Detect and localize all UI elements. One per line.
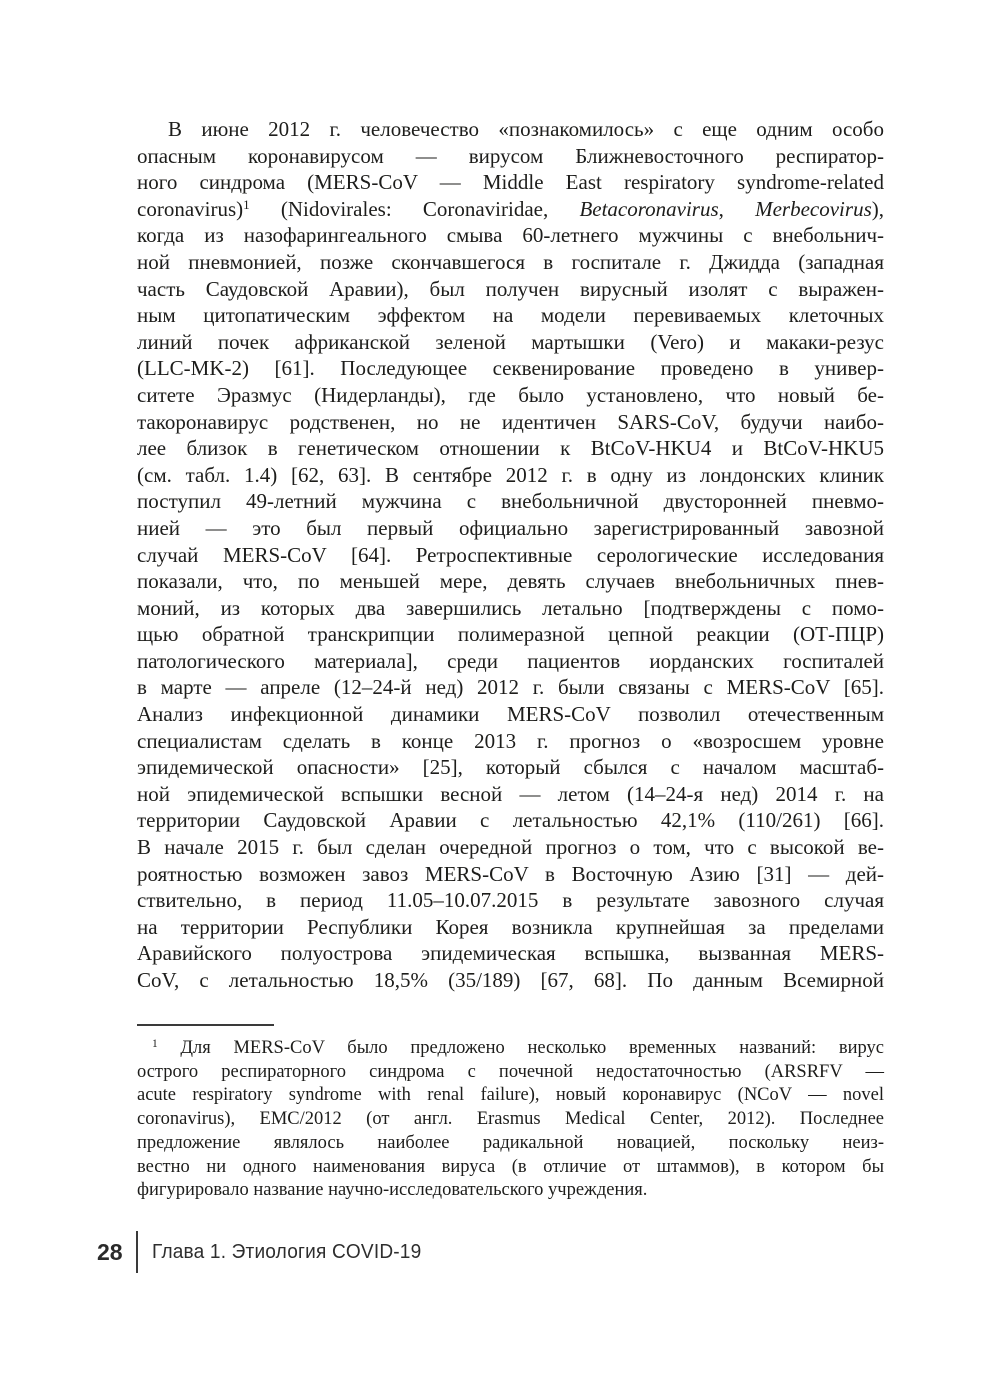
- body-text-line: ным цитопатическим эффектом на модели перевиваемых клеточных: [137, 303, 884, 328]
- body-text-line: специалистам сделать в конце 2013 г. прогноз о «возросшем уровне: [137, 728, 884, 753]
- italic-taxon-name: Betacoronavirus: [579, 196, 719, 221]
- footnote-reference-marker: 1: [152, 1037, 158, 1050]
- body-text-line: показали, что, по меньшей мере, девять случаев внебольничных пнев-: [137, 569, 884, 594]
- body-text-line: линий почек африканской зеленой мартышки (Vero) и макаки-резус: [137, 329, 884, 354]
- body-text-line: ной эпидемической вспышки весной — летом (14–24-я нед) 2014 г. на: [137, 781, 884, 806]
- chapter-title: Глава 1. Этиология COVID-19: [151, 1240, 421, 1263]
- footnote: [137, 1037, 884, 1203]
- page-number: 28: [97, 1238, 123, 1265]
- footnote-line: острого респираторного синдрома с почечной недостаточностью (ARSRFV —: [137, 1061, 884, 1082]
- body-text-line: моний, из которых два завершились летально [подтверждены с помо-: [137, 595, 884, 620]
- footnote-reference-marker: 1: [243, 196, 250, 212]
- body-text-line: когда из назофарингеального смыва 60-летнего мужчины с внебольнич-: [137, 223, 884, 248]
- body-paragraph: [137, 116, 884, 994]
- footer-divider: [136, 1231, 138, 1273]
- body-text-line: (см. табл. 1.4) [62, 63]. В сентябре 2012 г. в одну из лондонских клиник: [137, 462, 884, 487]
- body-text-line: В июне 2012 г. человечество «познакомилось» с еще одним особо: [168, 117, 884, 141]
- body-text-line: coronavirus)$^1$ (Nidovirales: Coronaviridae, Betacoronavirus, Merbecovirus),: [137, 196, 884, 221]
- body-text-line: часть Саудовской Аравии), был получен вирусный изолят с выражен-: [137, 276, 884, 301]
- body-text-line: в марте — апреле (12–24-й нед) 2012 г. были связаны с MERS-CoV [65].: [137, 675, 884, 700]
- body-text-line: патологического материала], среди пациентов иорданских госпиталей: [137, 648, 884, 673]
- footnote-line: вестно ни одного наименования вируса (в отличие от штаммов), в котором бы: [137, 1156, 884, 1177]
- body-text-line: ситете Эразмус (Нидерланды), где было установлено, что новый бе-: [137, 382, 884, 407]
- italic-taxon-name: Merbecovirus: [755, 196, 872, 221]
- body-text-line: такоронавирус родственен, но не идентичен SARS-CoV, будучи наибо-: [137, 409, 884, 434]
- body-text-line: нией — это был первый официально зарегистрированный завозной: [137, 515, 884, 540]
- footnote-line: acute respiratory syndrome with renal failure), новый коронавирус (NCoV — novel: [137, 1085, 884, 1106]
- body-text-line: В начале 2015 г. был сделан очередной прогноз о том, что с высокой ве-: [137, 835, 884, 860]
- body-text-line: (LLC-MK-2) [61]. Последующее секвенирование проведено в универ-: [137, 356, 884, 381]
- footnote-line: $^1$ Для MERS-CoV было предложено несколько временных названий: вирус: [152, 1037, 884, 1058]
- body-text-line: ного синдрома (MERS-CoV — Middle East respiratory syndrome-related: [137, 170, 884, 195]
- footnote-line: предложение являлось наиболее радикальной новацией, поскольку неиз-: [137, 1132, 884, 1153]
- body-text-line: ной пневмонией, позже скончавшегося в госпитале г. Джидда (западная: [137, 249, 884, 274]
- body-text-line: опасным коронавирусом — вирусом Ближневосточного респиратор-: [137, 143, 884, 168]
- body-text-line: Анализ инфекционной динамики MERS-CoV позволил отечественным: [137, 702, 884, 727]
- body-text-line: на территории Республики Корея возникла крупнейшая за пределами: [137, 914, 884, 939]
- body-text-line: лее близок в генетическом отношении к BtCoV-HKU4 и BtCoV-HKU5: [137, 436, 884, 461]
- footnote-line: фигурировало название научно-исследовательского учреждения.: [137, 1180, 648, 1201]
- body-text-line: ствительно, в период 11.05–10.07.2015 в результате завозного случая: [137, 888, 884, 913]
- footnote-line: coronavirus), EMC/2012 (от англ. Erasmus Medical Center, 2012). Последнее: [137, 1109, 884, 1130]
- body-text-line: эпидемической опасности» [25], который сбылся с началом масштаб-: [137, 755, 884, 780]
- body-text-line: Аравийского полуострова эпидемическая вспышка, вызванная MERS-: [137, 941, 884, 966]
- body-text-line: поступил 49-летний мужчина с внебольничной двусторонней пневмо-: [137, 489, 884, 514]
- body-text-line: CoV, с летальностью 18,5% (35/189) [67, 68]. По данным Всемирной: [137, 968, 884, 992]
- body-text-line: роятностью возможен завоз MERS-CoV в Восточную Азию [31] — дей-: [137, 861, 884, 886]
- body-text-line: территории Саудовской Аравии с летальностью 42,1% (110/261) [66].: [137, 808, 884, 833]
- page-footer: [97, 1231, 441, 1273]
- body-text-line: щью обратной транскрипции полимеразной цепной реакции (ОТ-ПЦР): [137, 622, 884, 647]
- footnote-divider: [137, 1024, 274, 1026]
- body-text-line: случай MERS-CoV [64]. Ретроспективные серологические исследования: [137, 542, 884, 567]
